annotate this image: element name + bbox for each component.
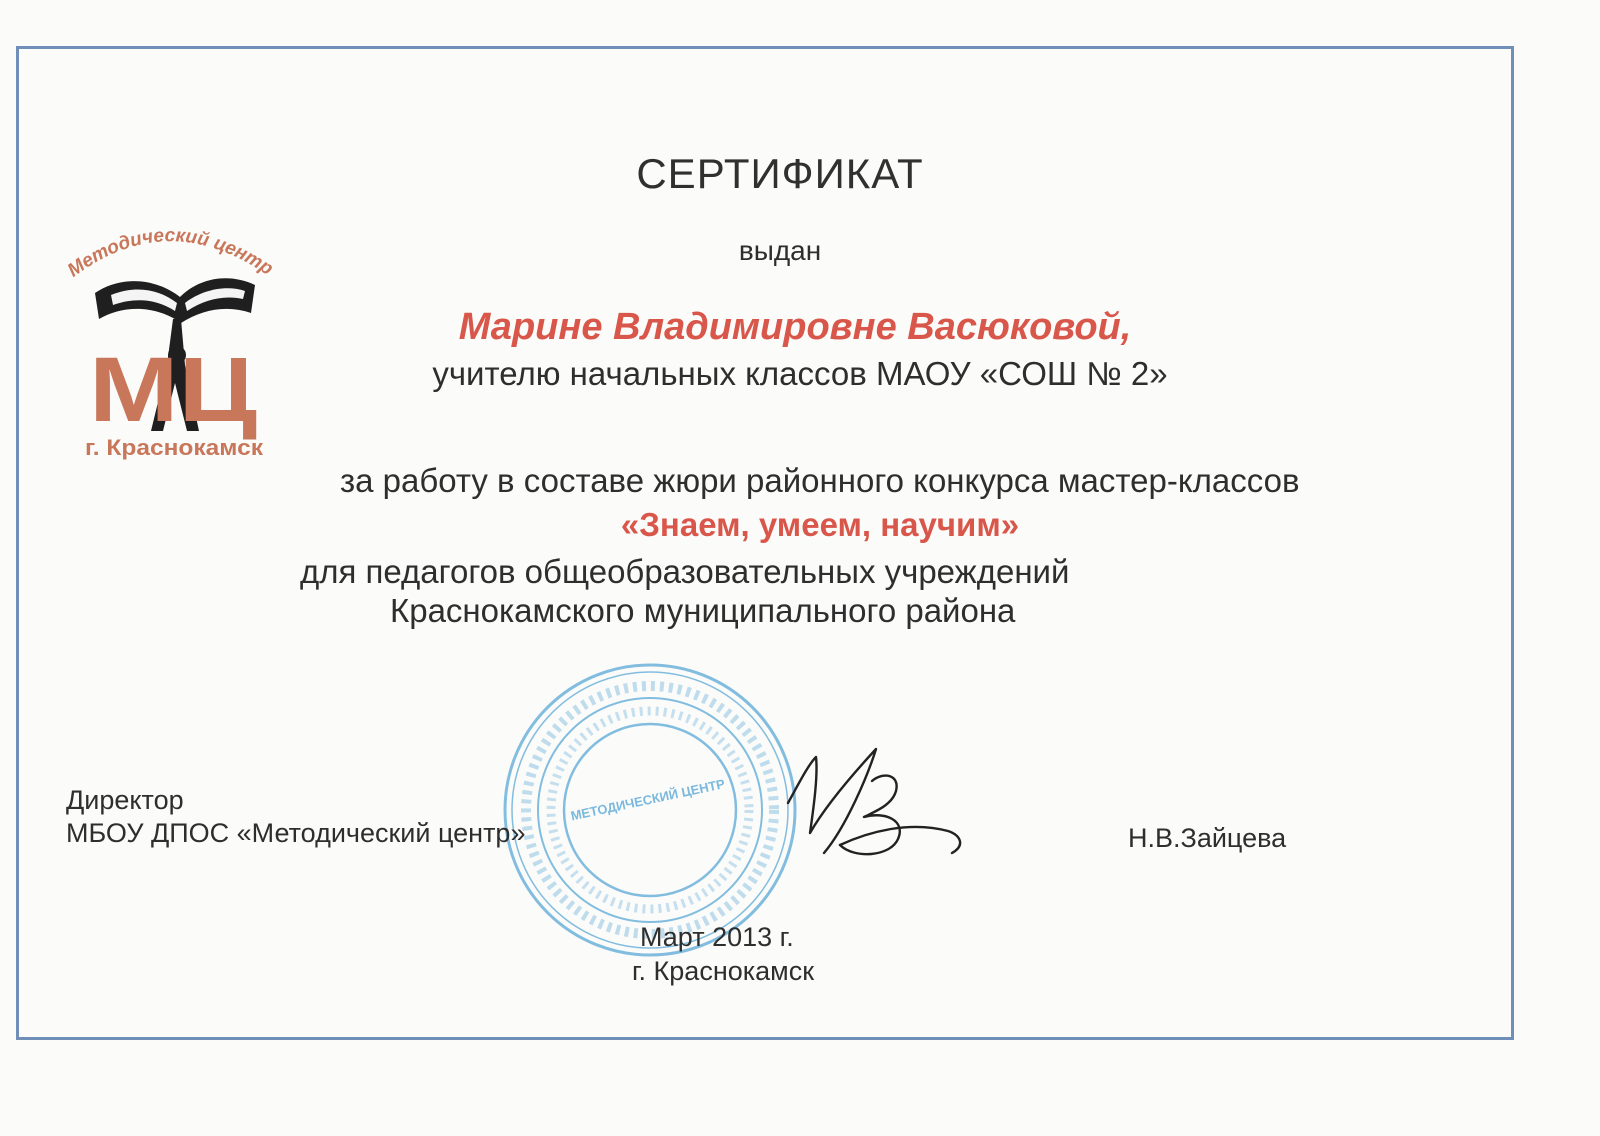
organization-name: МБОУ ДПОС «Методический центр»	[66, 818, 526, 848]
reason-line-3: Краснокамского муниципального района	[390, 592, 1016, 629]
reason-line-2: для педагогов общеобразовательных учреждений	[300, 553, 1070, 590]
official-stamp	[495, 660, 805, 960]
reason-line-1: за работу в составе жюри районного конкурса мастер-классов	[340, 462, 1300, 499]
logo-city-text: г. Краснокамск	[85, 435, 265, 460]
logo-letters: МЦ	[89, 339, 257, 441]
issued-label: выдан	[738, 235, 822, 266]
contest-name: «Знаем, умеем, научим»	[620, 506, 1020, 543]
issue-city: г. Краснокамск	[632, 956, 815, 986]
signer-name: Н.В.Зайцева	[1128, 823, 1287, 853]
certificate-title: СЕРТИФИКАТ	[636, 150, 924, 197]
recipient-position: учителю начальных классов МАОУ «СОШ № 2»	[432, 355, 1168, 392]
logo-arc-text: Методический центр	[63, 225, 277, 282]
handwritten-signature	[780, 735, 970, 865]
stamp-center-text: МЕТОДИЧЕСКИЙ ЦЕНТР	[569, 776, 727, 824]
director-title: Директор	[66, 785, 184, 815]
issue-date: Март 2013 г.	[640, 922, 794, 952]
recipient-name: Марине Владимировне Васюковой,	[458, 306, 1132, 348]
